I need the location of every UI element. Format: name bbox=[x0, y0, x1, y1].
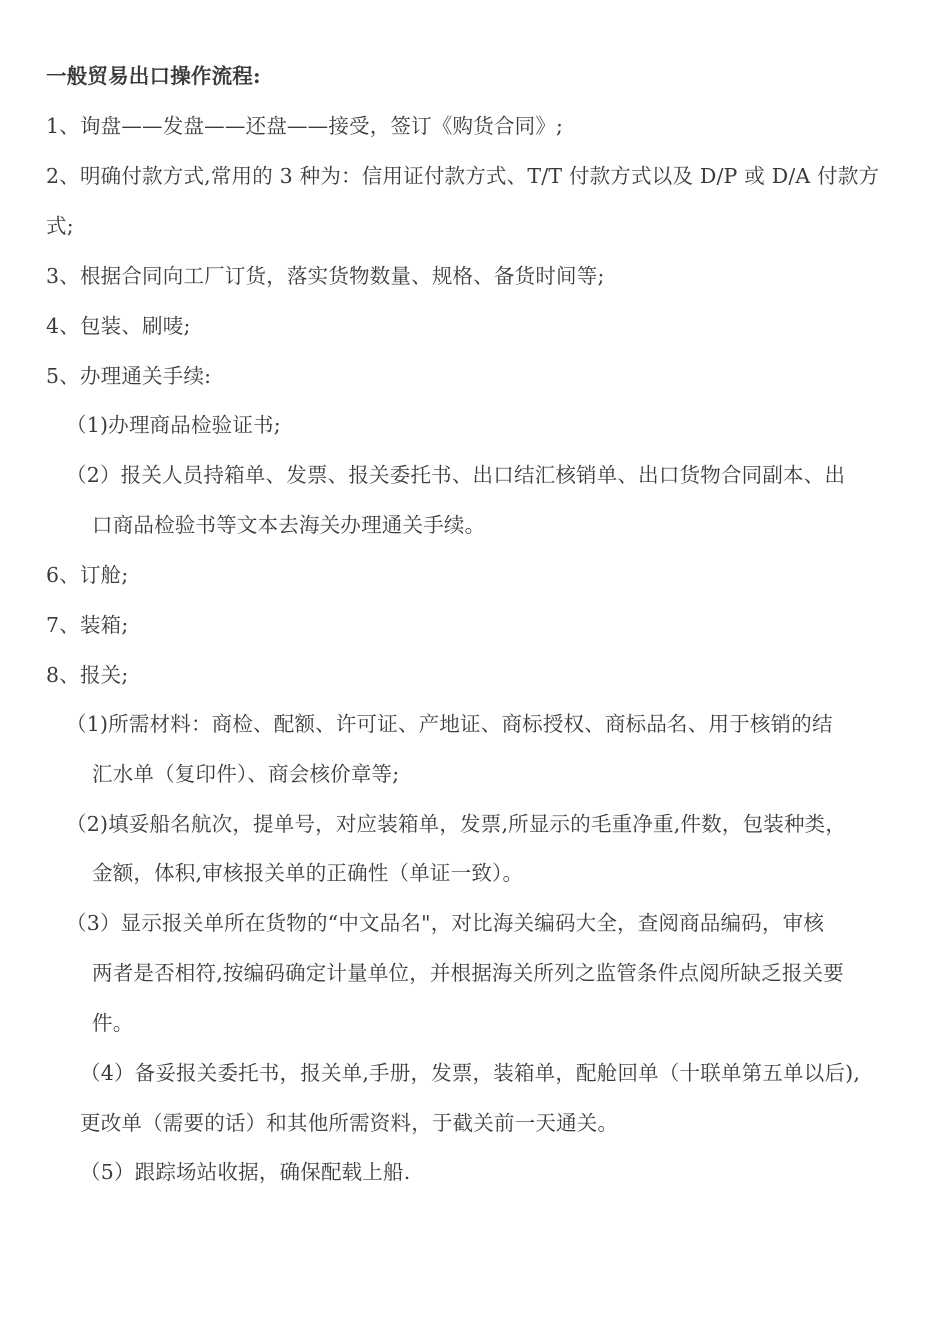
step-8-sub-1-continued: 汇水单（复印件）、商会核价章等; bbox=[92, 762, 400, 786]
step-8: 8、报关; bbox=[46, 663, 129, 687]
step-8-sub-2: （2)填妥船名航次，提单号，对应装箱单，发票,所显示的毛重净重,件数，包装种类， bbox=[66, 812, 847, 836]
step-5: 5、办理通关手续: bbox=[46, 364, 212, 388]
step-5-sub-1: （1)办理商品检验证书; bbox=[66, 413, 281, 437]
document-title: 一般贸易出口操作流程: bbox=[46, 64, 261, 88]
step-3: 3、根据合同向工厂订货，落实货物数量、规格、备货时间等; bbox=[46, 264, 605, 288]
step-8-sub-4: （4）备妥报关委托书，报关单,手册，发票，装箱单，配舱回单（十联单第五单以后), bbox=[80, 1061, 861, 1085]
step-4: 4、包装、刷唛; bbox=[46, 314, 191, 338]
step-8-sub-4-continued: 更改单（需要的话）和其他所需资料，于截关前一天通关。 bbox=[80, 1111, 619, 1135]
step-8-sub-3: （3）显示报关单所在货物的“中文品名"，对比海关编码大全，查阅商品编码，审核 bbox=[66, 911, 825, 935]
step-1: 1、询盘——发盘——还盘——接受，签订《购货合同》; bbox=[46, 114, 564, 138]
step-8-sub-3-continued-2: 件。 bbox=[92, 1011, 134, 1035]
step-6: 6、订舱; bbox=[46, 563, 129, 587]
step-8-sub-5: （5）跟踪场站收据，确保配载上船. bbox=[80, 1160, 411, 1184]
step-8-sub-3-continued: 两者是否相符,按编码确定计量单位，并根据海关所列之监管条件点阅所缺乏报关要 bbox=[92, 961, 844, 985]
step-5-sub-2: （2）报关人员持箱单、发票、报关委托书、出口结汇核销单、出口货物合同副本、出 bbox=[66, 463, 846, 487]
step-8-sub-1: （1)所需材料：商检、配额、许可证、产地证、商标授权、商标品名、用于核销的结 bbox=[66, 712, 833, 736]
step-8-sub-2-continued: 金额，体积,审核报关单的正确性（单证一致）。 bbox=[92, 861, 524, 885]
step-2-continued: 式; bbox=[46, 214, 74, 238]
step-7: 7、装箱; bbox=[46, 613, 129, 637]
step-2: 2、明确付款方式,常用的 3 种为：信用证付款方式、T/T 付款方式以及 D/P 或 D/A 付款方 bbox=[46, 164, 880, 188]
step-5-sub-2-continued: 口商品检验书等文本去海关办理通关手续。 bbox=[92, 513, 486, 537]
